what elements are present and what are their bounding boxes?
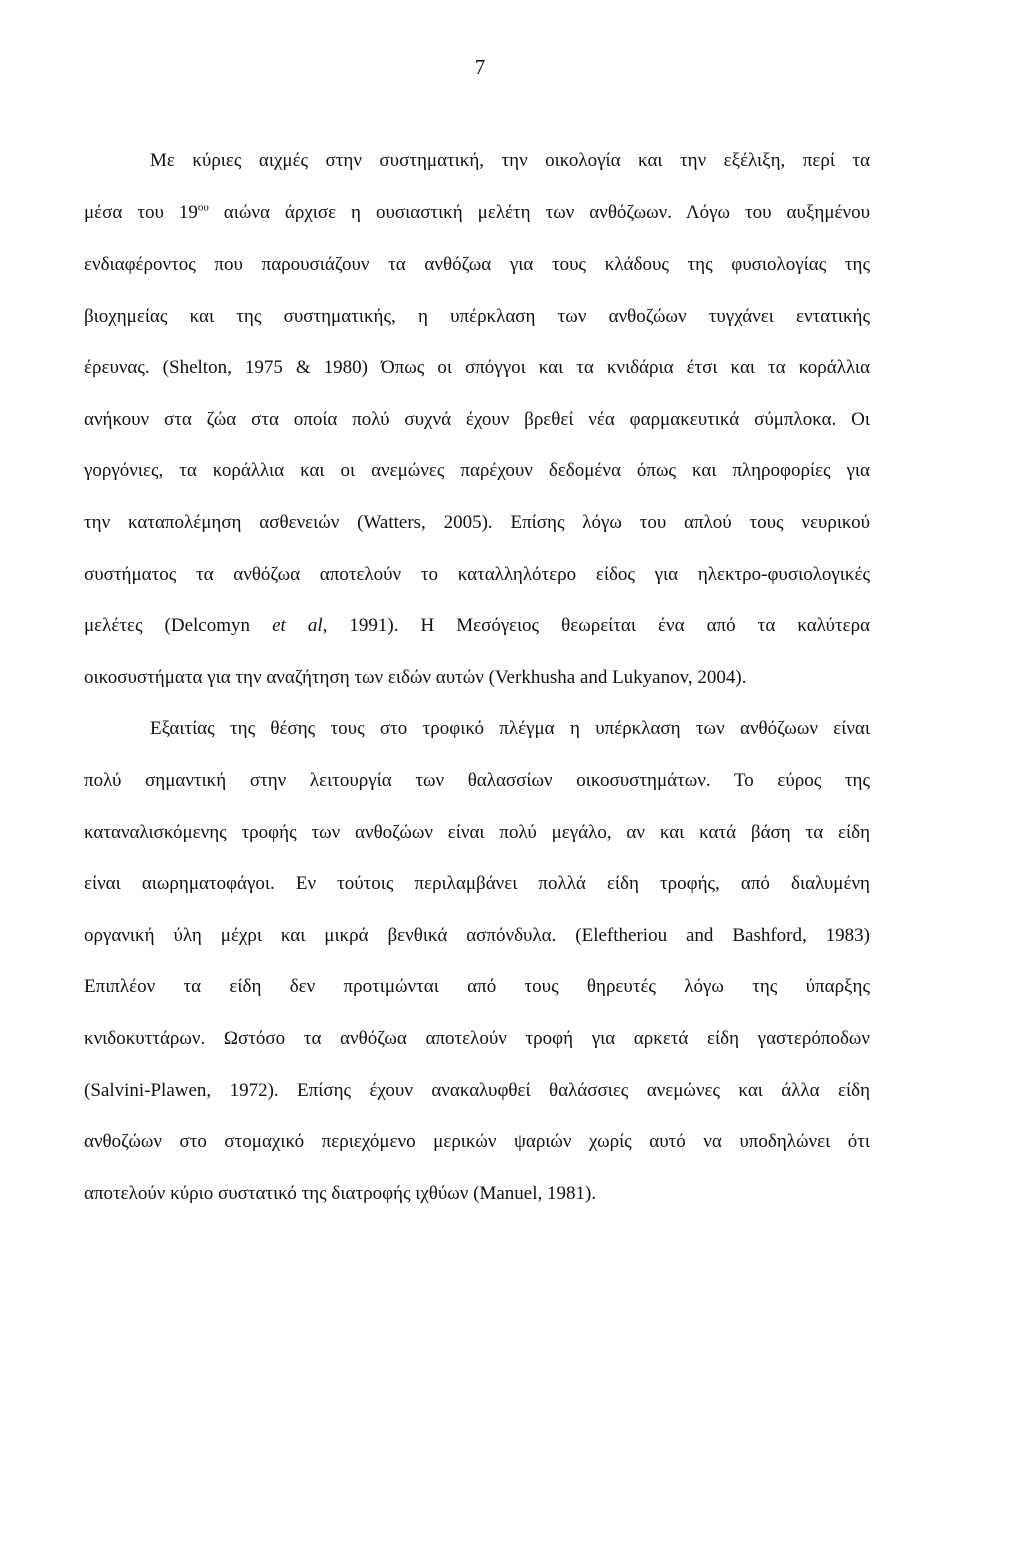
paragraph-1-line-8: την καταπολέμηση ασθενειών (Watters, 2005). Επίσης λόγω του απλού τους νευρικού: [84, 512, 870, 533]
italic-text: et al,: [272, 615, 328, 636]
paragraph-2-line-6: Επιπλέον τα είδη δεν προτιμώνται από τους θηρευτές λόγω της ύπαρξης: [84, 976, 870, 997]
paragraph-1-line-5: έρευνας. (Shelton, 1975 & 1980) Όπως οι σπόγγοι και τα κνιδάρια έτσι και τα κοράλλια: [84, 357, 870, 378]
paragraph-2-line-8: (Salvini-Plawen, 1972). Επίσης έχουν ανακαλυφθεί θαλάσσιες ανεμώνες και άλλα είδη: [84, 1080, 870, 1101]
paragraph-1-line-4: βιοχημείας και της συστηματικής, η υπέρκλαση των ανθοζώων τυγχάνει εντατικής: [84, 306, 870, 327]
paragraph-2-line-9: ανθοζώων στο στομαχικό περιεχόμενο μερικών ψαριών χωρίς αυτό να υποδηλώνει ότι: [84, 1131, 870, 1152]
text-run: μελέτες (Delcomyn: [84, 615, 273, 636]
superscript: ου: [197, 201, 209, 214]
paragraph-2-line-10: αποτελούν κύριο συστατικό της διατροφής ιχθύων (Manuel, 1981).: [84, 1183, 597, 1204]
paragraph-1-line-9: συστήματος τα ανθόζωα αποτελούν το καταλληλότερο είδος για ηλεκτρο-φυσιολογικές: [84, 564, 870, 585]
text-run: μέσα του 19: [84, 202, 198, 223]
text-run: 1991). Η Μεσόγειος θεωρείται ένα από τα καλύτερα: [327, 615, 871, 636]
paragraph-1-line-10: [84, 611, 870, 641]
paragraph-2-line-4: είναι αιωρηματοφάγοι. Εν τούτοις περιλαμβάνει πολλά είδη τροφής, από διαλυμένη: [84, 873, 870, 894]
paragraph-1-line-2: [84, 198, 870, 228]
paragraph-2-line-1: Εξαιτίας της θέσης τους στο τροφικό πλέγμα η υπέρκλαση των ανθόζωων είναι: [150, 718, 870, 739]
paragraph-1-line-1: Με κύριες αιχμές στην συστηματική, την οικολογία και την εξέλιξη, περί τα: [150, 150, 870, 171]
paragraph-1-line-3: ενδιαφέροντος που παρουσιάζουν τα ανθόζωα για τους κλάδους της φυσιολογίας της: [84, 254, 870, 275]
text-run: αιώνα άρχισε η ουσιαστική μελέτη των ανθόζωων. Λόγω του αυξημένου: [208, 202, 870, 223]
paragraph-2-line-3: καταναλισκόμενης τροφής των ανθοζώων είναι πολύ μεγάλο, αν και κατά βάση τα είδη: [84, 822, 870, 843]
paragraph-1-line-6: ανήκουν στα ζώα στα οποία πολύ συχνά έχουν βρεθεί νέα φαρμακευτικά σύμπλοκα. Οι: [84, 409, 870, 430]
paragraph-2-line-7: κνιδοκυττάρων. Ωστόσο τα ανθόζωα αποτελούν τροφή για αρκετά είδη γαστερόποδων: [84, 1028, 870, 1049]
paragraph-2-line-2: πολύ σημαντική στην λειτουργία των θαλασσίων οικοσυστημάτων. Το εύρος της: [84, 770, 870, 791]
paragraph-1-line-11: οικοσυστήματα για την αναζήτηση των ειδών αυτών (Verkhusha and Lukyanov, 2004).: [84, 667, 747, 688]
paragraph-2-line-5: οργανική ύλη μέχρι και μικρά βενθικά ασπόνδυλα. (Eleftheriou and Bashford, 1983): [84, 925, 870, 946]
page-number: 7: [474, 55, 486, 79]
paragraph-1-line-7: γοργόνιες, τα κοράλλια και οι ανεμώνες παρέχουν δεδομένα όπως και πληροφορίες για: [84, 460, 870, 481]
